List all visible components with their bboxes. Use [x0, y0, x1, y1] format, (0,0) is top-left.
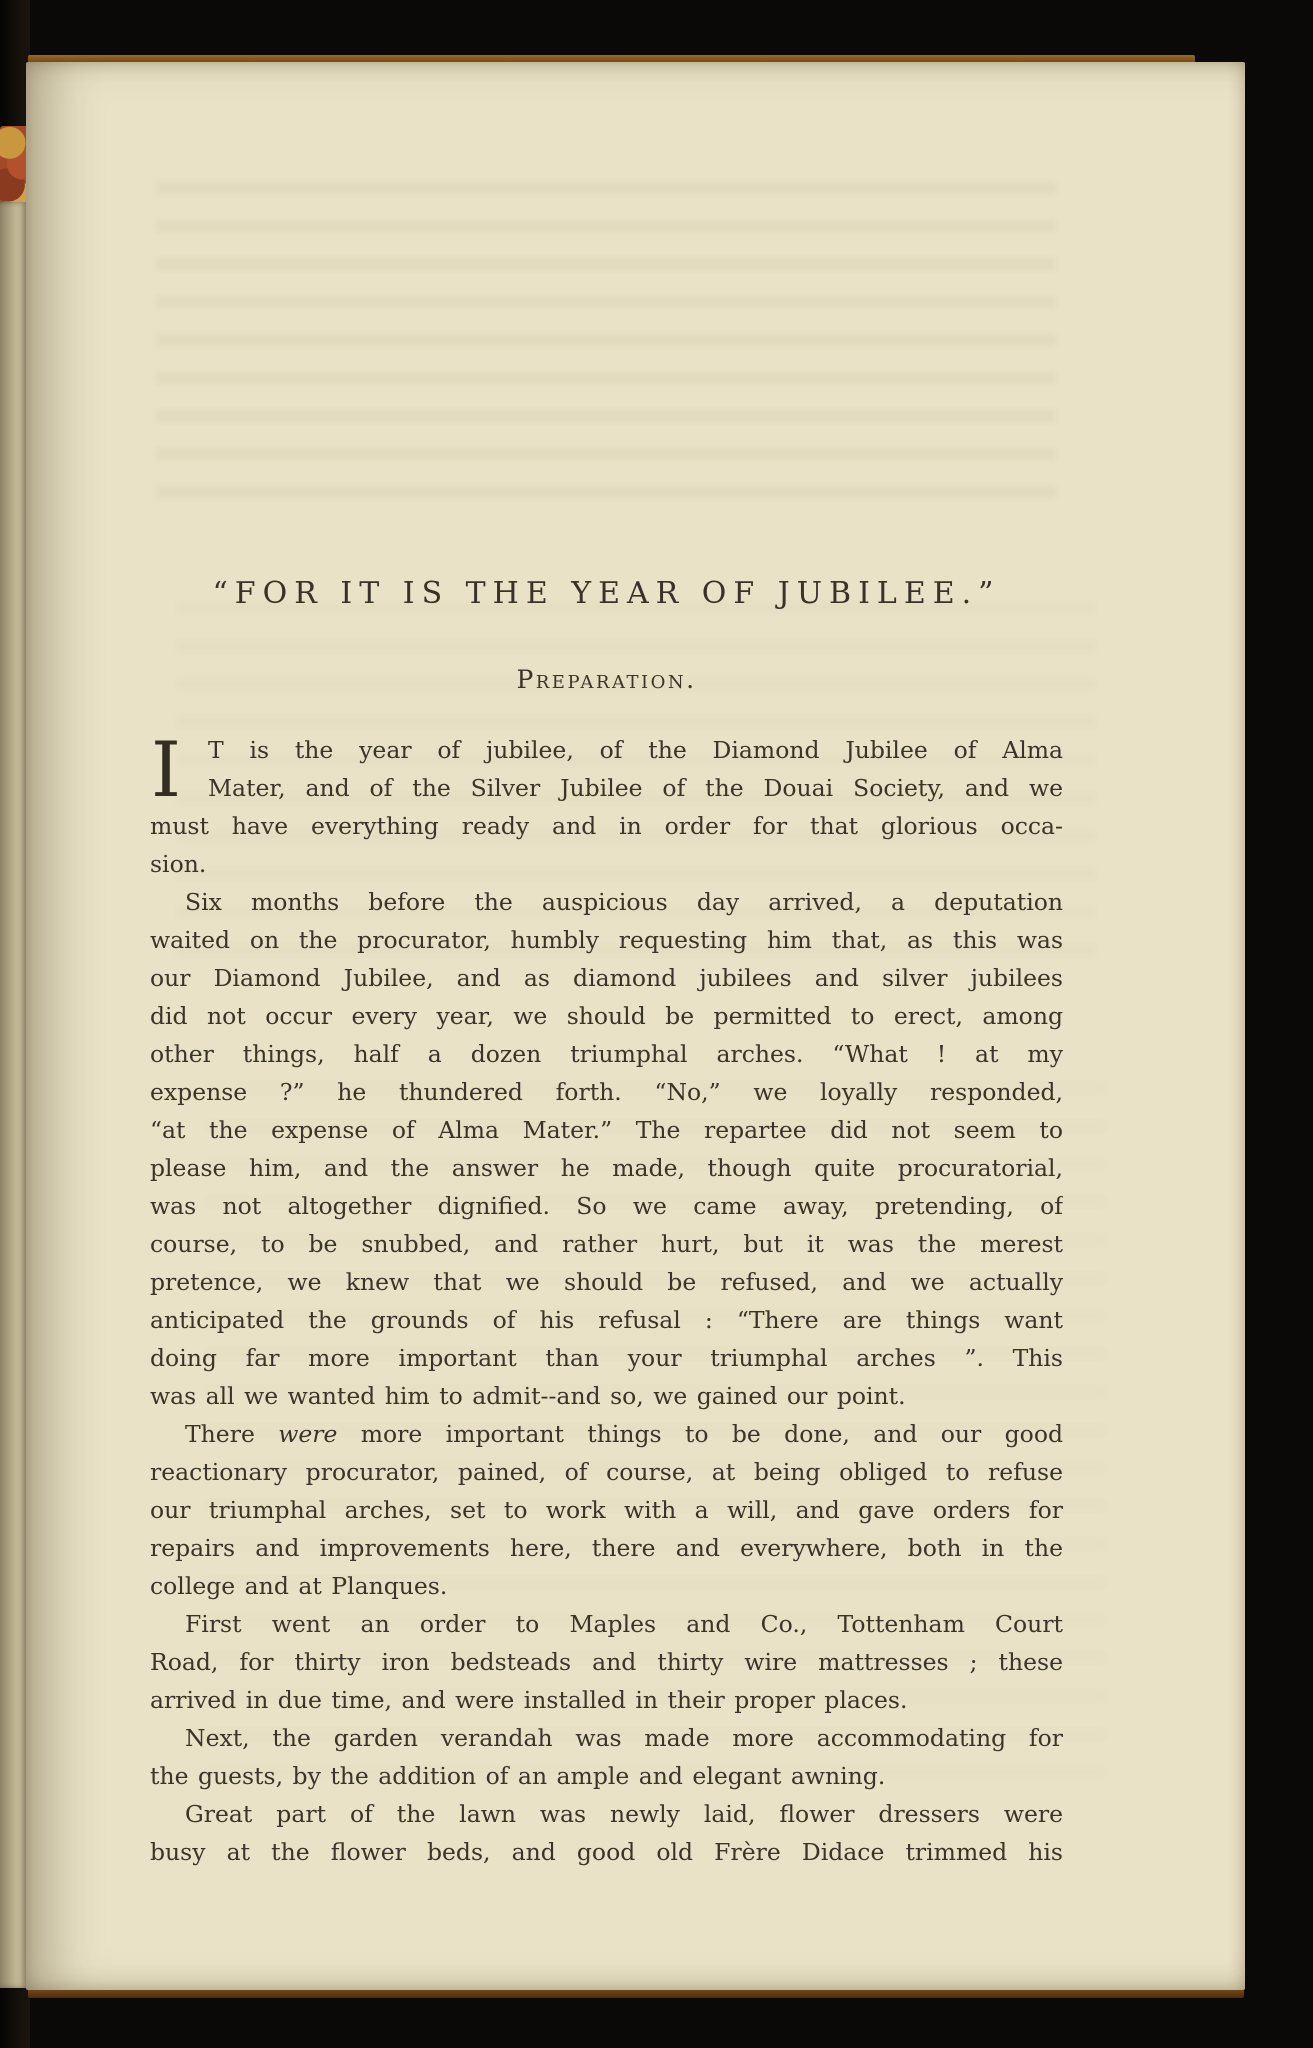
- text-line: Great part of the lawn was newly laid, flower dressers were: [185, 1800, 1063, 1828]
- paragraph: [150, 1605, 1063, 1719]
- paragraph: [150, 1795, 1063, 1871]
- text-line: Next, the garden verandah was made more accommodating for: [185, 1724, 1063, 1752]
- text-line: T is the year of jubilee, of the Diamond Jubilee of Alma: [208, 736, 1063, 764]
- text-line: must have everything ready and in order for that glorious occa-: [150, 812, 1063, 840]
- text-line: expense ?” he thundered forth. “No,” we loyally responded,: [150, 1078, 1063, 1106]
- text-line: course, to be snubbed, and rather hurt, but it was the merest: [150, 1230, 1063, 1258]
- text-line: our Diamond Jubilee, and as diamond jubilees and silver jubilees: [150, 964, 1063, 992]
- text-line: other things, half a dozen triumphal arches. “What ! at my: [150, 1040, 1063, 1068]
- paragraph: [150, 883, 1063, 1415]
- gutter-page-edge: [0, 202, 27, 1988]
- text-line: pretence, we knew that we should be refused, and we actually: [150, 1268, 1063, 1296]
- text-line: “at the expense of Alma Mater.” The repartee did not seem to: [150, 1116, 1063, 1144]
- section-heading: Preparation.: [516, 665, 697, 694]
- paragraphs: [150, 725, 1063, 1871]
- text-line: sion.: [150, 850, 207, 878]
- paragraph: [150, 1719, 1063, 1795]
- paragraph: [150, 1415, 1063, 1605]
- book-page: [26, 62, 1245, 1990]
- text-line: First went an order to Maples and Co., Tottenham Court: [185, 1610, 1063, 1638]
- text-line: Mater, and of the Silver Jubilee of the Douai Society, and we: [208, 774, 1063, 802]
- text-line: was all we wanted him to admit--and so, we gained our point.: [150, 1382, 906, 1410]
- text-line: busy at the flower beds, and good old Frère Didace trimmed his: [150, 1838, 1063, 1866]
- text-line: was not altogether dignified. So we came away, pretending, of: [150, 1192, 1063, 1220]
- text-line: college and at Planques.: [150, 1572, 448, 1600]
- text-line: please him, and the answer he made, though quite procuratorial,: [150, 1154, 1063, 1182]
- text-line: arrived in due time, and were installed in their proper places.: [150, 1686, 908, 1714]
- text-line: repairs and improvements here, there and everywhere, both in the: [150, 1534, 1063, 1562]
- text-line: our triumphal arches, set to work with a will, and gave orders for: [150, 1496, 1063, 1524]
- text-line: doing far more important than your triumphal arches ”. This: [150, 1344, 1063, 1372]
- text-line: anticipated the grounds of his refusal : “There are things want: [150, 1306, 1063, 1334]
- text-line: There were more important things to be done, and our good: [185, 1420, 1063, 1448]
- text-line: the guests, by the addition of an ample and elegant awning.: [150, 1762, 886, 1790]
- text-line: reactionary procurator, pained, of course, at being obliged to refuse: [150, 1458, 1063, 1486]
- text-line: did not occur every year, we should be permitted to erect, among: [150, 1002, 1063, 1030]
- paragraph: [150, 725, 1063, 883]
- chapter-title: “FOR IT IS THE YEAR OF JUBILEE.”: [212, 576, 1001, 611]
- drop-cap: I: [151, 725, 182, 814]
- text-line: Road, for thirty iron bedsteads and thirty wire mattresses ; these: [150, 1648, 1063, 1676]
- text-line: waited on the procurator, humbly requesting him that, as this was: [150, 926, 1063, 954]
- page-content: [150, 62, 1063, 1990]
- text-line: Six months before the auspicious day arrived, a deputation: [185, 888, 1063, 916]
